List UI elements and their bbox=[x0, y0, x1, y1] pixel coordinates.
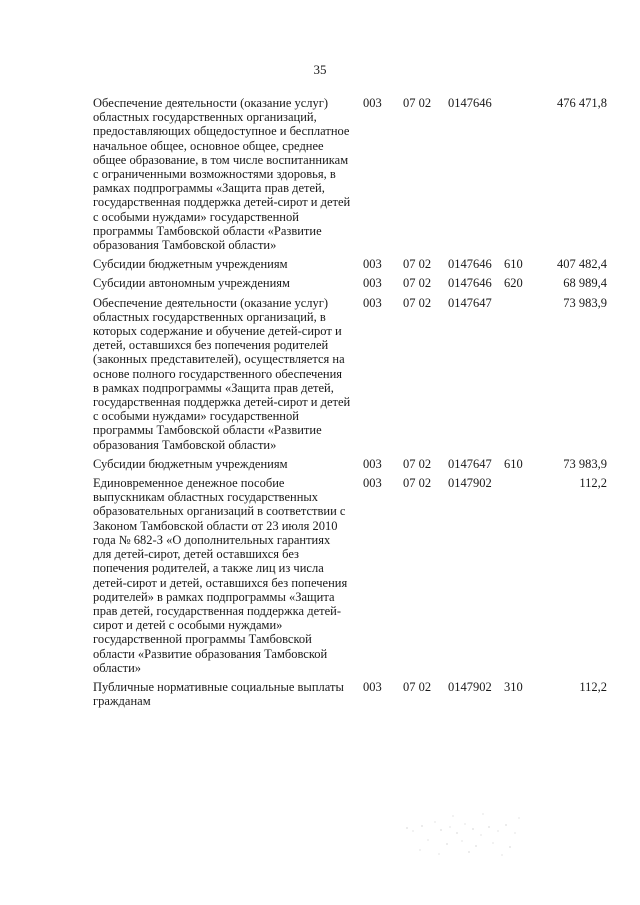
expense-name: Субсидии бюджетным учреждениям bbox=[93, 456, 288, 471]
expense-type-code bbox=[504, 476, 535, 680]
target-article-code: 0147902 bbox=[448, 679, 492, 694]
table-row bbox=[93, 296, 607, 457]
amount: 68 989,4 bbox=[563, 276, 607, 291]
target-article-code: 0147646 bbox=[448, 276, 492, 291]
table-row bbox=[93, 276, 607, 295]
amount: 73 983,9 bbox=[563, 295, 607, 310]
department-code: 003 bbox=[363, 476, 382, 491]
section-code: 07 02 bbox=[403, 456, 432, 471]
department-code: 003 bbox=[363, 679, 382, 694]
section-code: 07 02 bbox=[403, 276, 432, 291]
target-article-code: 0147902 bbox=[448, 476, 492, 491]
target-article-code: 0147647 bbox=[448, 456, 492, 471]
section-code: 07 02 bbox=[403, 679, 432, 694]
target-article-code: 0147646 bbox=[448, 257, 492, 272]
table-row bbox=[93, 680, 607, 713]
expense-name: Субсидии автономным учреждениям bbox=[93, 276, 290, 291]
expense-name: Субсидии бюджетным учреждениям bbox=[93, 257, 288, 272]
expense-type-code: 620 bbox=[504, 276, 523, 291]
expense-type-code: 610 bbox=[504, 456, 523, 471]
table-row bbox=[93, 457, 607, 476]
amount: 407 482,4 bbox=[557, 257, 607, 272]
section-code: 07 02 bbox=[403, 257, 432, 272]
department-code: 003 bbox=[363, 276, 382, 291]
department-code: 003 bbox=[363, 456, 382, 471]
expense-type-code: 310 bbox=[504, 679, 523, 694]
scan-noise bbox=[395, 800, 535, 860]
expense-name: Обеспечение деятельности (оказание услуг) областных государственных организаций, предоставляющих общедоступное и бесплатное начальное общее, основное общее, среднее общее образование, в том числе воспитанникам с ограниченными возможностями здоровья, в рамках подпрограммы «Защита прав детей, государственная поддержка детей-сирот и детей с особыми нуждами» государственной программы Тамбовской области «Развитие образования Тамбовской области» bbox=[93, 96, 351, 253]
expense-name: Обеспечение деятельности (оказание услуг) областных государственных организаций, в которых содержание и обучение детей-сирот и детей, оставшихся без попечения родителей (законных представителей), осуществляется на основе полного государственного обеспечения в рамках подпрограммы «Защита прав детей, государственная поддержка детей-сирот и детей с особыми нуждами» государственной программы Тамбовской области «Развитие образования Тамбовской области» bbox=[93, 295, 351, 452]
amount: 476 471,8 bbox=[557, 96, 607, 110]
page-number: 35 bbox=[313, 62, 327, 77]
section-code: 07 02 bbox=[403, 476, 432, 491]
table-row bbox=[93, 257, 607, 276]
amount: 73 983,9 bbox=[563, 456, 607, 471]
expense-name: Единовременное денежное пособие выпускникам областных государственных образовательных организаций в соответствии с Законом Тамбовской области от 23 июля 2010 года № 682-З «О дополнительных гарантиях для детей-сирот, детей оставшихся без попечения родителей, а также лиц из числа детей-сирот и детей, оставшихся без попечения родителей» в рамках подпрограммы «Защита прав детей, государственная поддержка детей-сирот и детей с особыми нуждами» государственной программы Тамбовской области «Развитие образования Тамбовской области» bbox=[93, 476, 348, 675]
target-article-code: 0147646 bbox=[448, 96, 492, 110]
department-code: 003 bbox=[363, 295, 382, 310]
expense-type-code bbox=[504, 96, 535, 257]
expense-name: Публичные нормативные социальные выплаты гражданам bbox=[93, 679, 344, 709]
table-row bbox=[93, 476, 607, 680]
expense-type-code bbox=[504, 296, 535, 457]
target-article-code: 0147647 bbox=[448, 295, 492, 310]
department-code: 003 bbox=[363, 257, 382, 272]
amount: 112,2 bbox=[579, 679, 607, 694]
section-code: 07 02 bbox=[403, 96, 432, 110]
expense-type-code: 610 bbox=[504, 257, 523, 272]
department-code: 003 bbox=[363, 96, 382, 110]
table-row bbox=[93, 96, 607, 257]
section-code: 07 02 bbox=[403, 295, 432, 310]
amount: 112,2 bbox=[579, 476, 607, 491]
budget-table bbox=[93, 96, 607, 713]
